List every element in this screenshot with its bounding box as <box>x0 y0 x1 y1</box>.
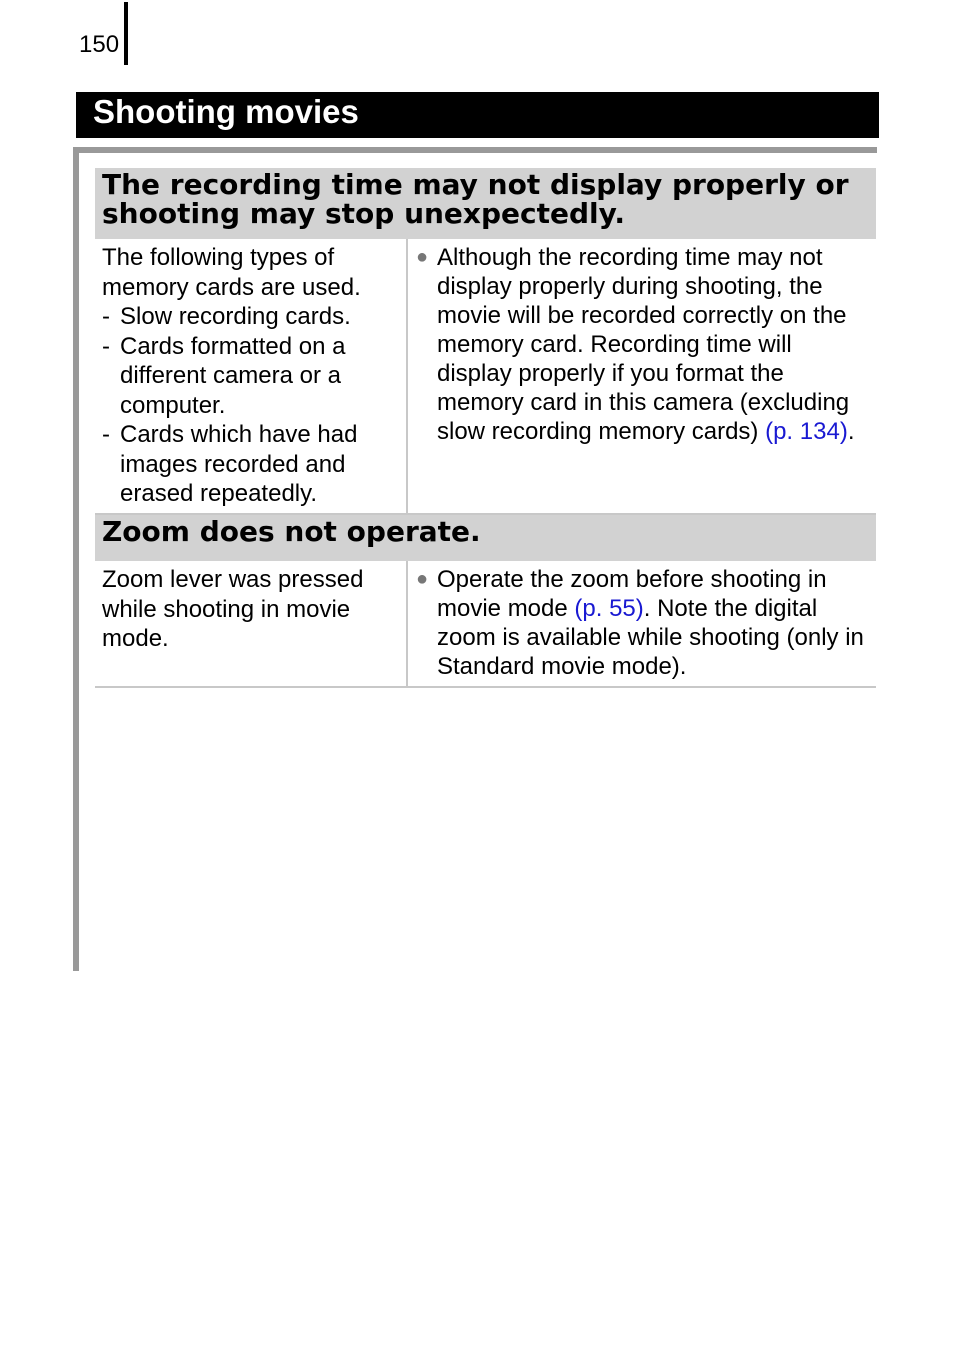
list-item-text: Cards formatted on a different camera or a computer. <box>120 332 346 419</box>
list-item <box>102 302 402 332</box>
problem-title-line: The recording time may not display properly or <box>102 168 849 201</box>
table-row <box>95 561 876 688</box>
box-top-rule <box>73 147 877 153</box>
solution-text: Although the recording time may not display properly during shooting, the movie will be recorded correctly on the memory card. Recording time will display properly if you format the memory card in this camera (excluding slow recording memory cards) <box>437 244 850 445</box>
dash-marker: - <box>102 421 110 448</box>
page-reference-link[interactable]: (p. 55) <box>574 595 644 622</box>
list-item <box>102 420 402 509</box>
box-left-rule <box>73 147 79 971</box>
solution-text-end: . Note the digital zoom is available while shooting (only in Standard movie mode). <box>437 595 864 680</box>
problem-title-line: Zoom does not operate. <box>102 515 481 548</box>
list-item-text: Cards which have had images recorded and erased repeatedly. <box>120 421 358 507</box>
section-title: Shooting movies <box>76 92 879 138</box>
solution-text-end: . <box>847 418 855 445</box>
bullet-icon: ● <box>416 568 429 590</box>
page-reference-link[interactable]: (p. 134) <box>765 418 848 445</box>
cause-text: The following types of memory cards are used. <box>102 244 361 301</box>
solution-text: Operate the zoom before shooting in movie mode <box>437 566 827 622</box>
solution-item <box>416 243 866 446</box>
problem-title-line: shooting may stop unexpectedly. <box>102 197 625 230</box>
dash-marker: - <box>102 332 110 360</box>
solution-cell <box>408 561 876 686</box>
problem-title <box>95 515 876 561</box>
list-item-text: Slow recording cards. <box>120 303 351 330</box>
problem-title <box>95 168 876 239</box>
list-item <box>102 332 402 421</box>
solution-item <box>416 565 866 681</box>
cause-cell <box>95 239 408 513</box>
bullet-icon: ● <box>416 246 429 268</box>
page-number: 150 <box>79 31 120 58</box>
cause-cell <box>95 561 408 686</box>
dash-marker: - <box>102 303 110 330</box>
troubleshooting-table <box>95 168 876 688</box>
solution-cell <box>408 239 876 513</box>
cause-text: Zoom lever was pressed while shooting in movie mode. <box>102 566 364 652</box>
page-number-divider <box>124 2 128 65</box>
table-row <box>95 239 876 515</box>
